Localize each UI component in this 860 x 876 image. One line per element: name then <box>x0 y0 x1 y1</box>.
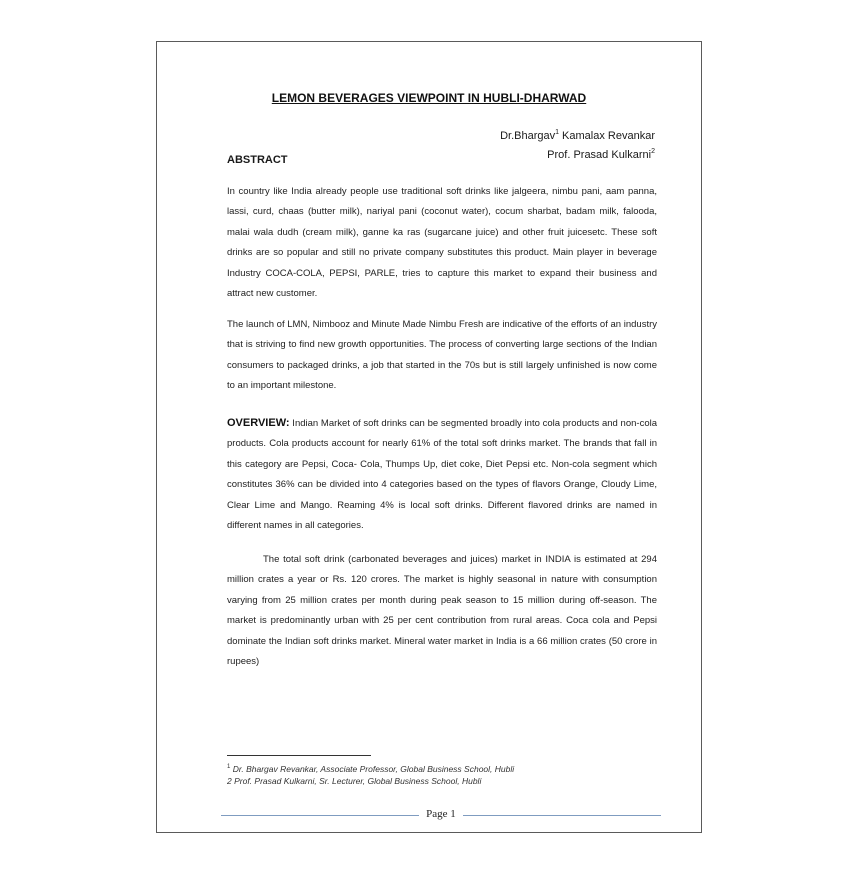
abstract-paragraph-1: In country like India already people use traditional soft drinks like jalgeera, nimbu pani, aam panna, lassi, curd, chaas (butter milk), nariyal pani (coconut water), cocum sharbat, badam milk, falooda, malai wala dudh (cream milk), ganne ka ras (sugarcane juice) and other fruit juicesetc. These soft drinks are so popular and still no private company substitutes this product. Main player in beverage Industry COCA-COLA, PEPSI, PARLE, tries to capture this market to expand their business and attract new customer. <box>227 186 657 300</box>
paper-title: LEMON BEVERAGES VIEWPOINT IN HUBLI-DHARWAD <box>271 91 587 105</box>
document-page <box>156 41 702 833</box>
footnote-1-marker: 1 <box>227 764 231 770</box>
author-1-surname: Kamalax Revankar <box>559 130 655 142</box>
abstract-heading: ABSTRACT <box>227 154 288 166</box>
author-2-name: Prof. Prasad Kulkarni <box>547 149 652 161</box>
footnote-1 <box>227 761 514 775</box>
author-line-1 <box>500 125 655 144</box>
author-block <box>500 125 655 163</box>
author-2-superscript: 2 <box>651 148 655 155</box>
overview-heading: OVERVIEW: <box>227 417 290 429</box>
author-1-superscript: 1 <box>555 129 559 136</box>
abstract-paragraph-2: The launch of LMN, Nimbooz and Minute Made Nimbu Fresh are indicative of the efforts of an industry that is striving to find new growth opportunities. The process of converting large sections of the Indian consumers to packaged drinks, a job that started in the 70s but is still largely unfinished is now come to an important milestone. <box>227 319 657 392</box>
footer-rule-right <box>463 815 661 816</box>
market-paragraph: The total soft drink (carbonated beverages and juices) market in INDIA is estimated at 294 million crates a year or Rs. 120 crores. The market is highly seasonal in nature with consumption varying from 25 million crates per month during peak season to 15 million during off-season. The market is predominantly urban with 25 per cent contribution from rural areas. Coca cola and Pepsi dominate the Indian soft drinks market. Mineral water market in India is a 66 million crates (50 crore in rupees) <box>227 554 657 668</box>
page-footer <box>221 808 661 822</box>
page-number: Page 1 <box>426 808 456 820</box>
overview-text: Indian Market of soft drinks can be segmented broadly into cola products and non-cola products. Cola products account for nearly 61% of the total soft drinks market. The brands that fall in this category are Pepsi, Coca- Cola, Thumps Up, diet coke, Diet Pepsi etc. Non-cola segment which constitutes 36% can be divided into 4 categories based on the types of flavors Orange, Cloudy Lime, Clear Lime and Mango. Reaming 4% is local soft drinks. Different flavored drinks are named in different names in all categories. <box>227 418 657 532</box>
footnote-divider <box>227 755 371 756</box>
footnote-2: 2 Prof. Prasad Kulkarni, Sr. Lecturer, Global Business School, Hubli <box>227 776 482 786</box>
author-line-2 <box>500 144 655 163</box>
footnote-1-text: Dr. Bhargav Revankar, Associate Professor, Global Business School, Hubli <box>230 764 515 774</box>
footnotes <box>227 761 514 787</box>
author-1-name: Dr.Bhargav <box>500 130 556 142</box>
overview-paragraph <box>227 413 657 536</box>
